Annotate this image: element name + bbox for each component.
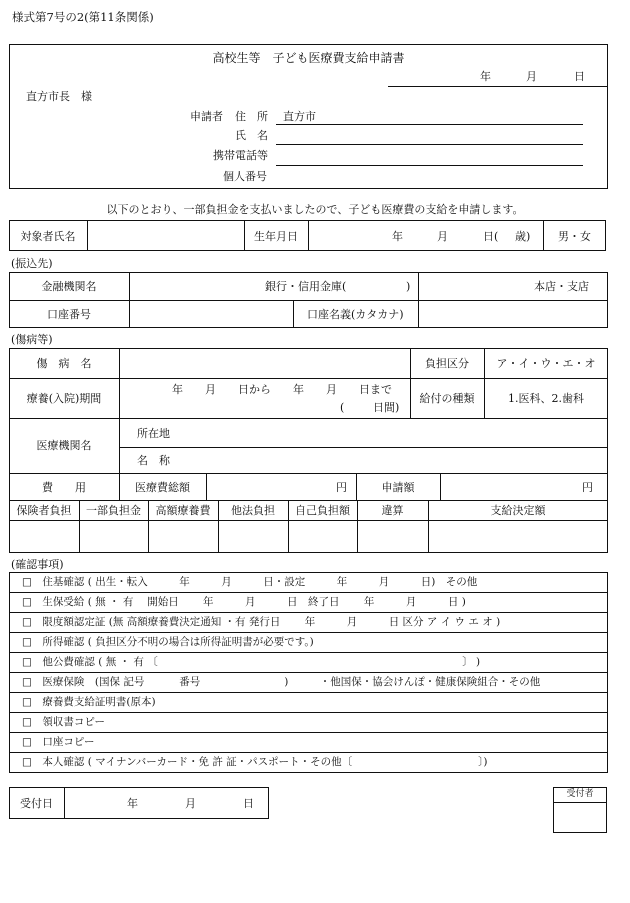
subject-name-label: 対象者氏名 — [20, 230, 76, 243]
yen-request: 円 — [582, 481, 593, 494]
location-label: 所在地 — [137, 427, 170, 440]
col-other-law: 他法負担 — [231, 504, 275, 517]
col-discrepancy: 違算 — [381, 504, 404, 517]
confirm-income[interactable]: □ 所得確認 ( 負担区分不明の場合は所得証明書が必要です。) — [22, 636, 314, 648]
name-label: 氏 名 — [235, 129, 268, 142]
confirm-other-public[interactable]: □ 他公費確認 ( 無 ・ 有 〔 〕 ) — [22, 656, 481, 668]
facility-name-label: 名 称 — [137, 454, 170, 467]
period-days-open: ( — [340, 401, 345, 414]
account-number-field[interactable] — [130, 301, 293, 328]
name-field[interactable] — [276, 144, 583, 145]
bank-institution-label: 金融機関名 — [41, 280, 97, 293]
date-year: 年 — [480, 70, 491, 83]
branch-select[interactable]: 本店・支店 — [534, 280, 589, 293]
receipt-year: 年 — [127, 797, 138, 810]
birth-label: 生年月日 — [254, 230, 298, 243]
col-decision: 支給決定額 — [490, 504, 546, 517]
birth-month: 月 — [437, 230, 448, 243]
period-label: 療養(入院)期間 — [26, 392, 102, 405]
applicant-label: 申請者 — [190, 110, 223, 123]
col-copay: 一部負担金 — [86, 504, 141, 517]
receipt-day: 日 — [243, 797, 254, 810]
col-self-pay: 自己負担額 — [295, 504, 350, 517]
illness-section-label: (傷病等) — [11, 333, 53, 346]
address-value[interactable]: 直方市 — [283, 110, 316, 123]
account-name-label: 口座名義(カタカナ) — [307, 308, 404, 321]
id-label: 個人番号 — [223, 170, 267, 183]
birth-year: 年 — [392, 230, 403, 243]
request-amount-label: 申請額 — [381, 481, 415, 494]
phone-field[interactable] — [276, 165, 583, 166]
period-dates[interactable]: 年 月 日から 年 月 日まで — [172, 383, 392, 396]
receiver-stamp-field[interactable] — [554, 803, 606, 832]
receipt-date-label: 受付日 — [20, 797, 53, 810]
confirm-welfare[interactable]: □ 生保受給 ( 無 ・ 有 開始日 年 月 日 終了日 年 月 日 ) — [22, 596, 466, 608]
sex-select[interactable]: 男・女 — [558, 230, 591, 243]
date-underline — [388, 86, 607, 87]
confirm-limit-cert[interactable]: □ 限度額認定証 (無 高額療養費決定通知 ・有 発行日 年 月 日 区分 ア イ ウ エ オ ) — [22, 616, 501, 628]
receipt-month: 月 — [185, 797, 196, 810]
address-underline — [276, 124, 583, 125]
statement: 以下のとおり、一部負担金を支払いましたので、子ども医療費の支給を申請します。 — [106, 203, 524, 216]
subject-name-field[interactable] — [88, 221, 244, 250]
confirm-section-label: (確認事項) — [11, 558, 64, 571]
disease-field[interactable] — [120, 349, 410, 378]
col-insurer: 保険者負担 — [16, 504, 72, 517]
disease-label: 傷 病 名 — [36, 357, 92, 370]
confirm-resident[interactable]: □ 住基確認 ( 出生・転入 年 月 日・設定 年 月 日) その他 — [22, 576, 478, 588]
benefit-type-label: 給付の種類 — [419, 392, 475, 405]
col-high-cost: 高額療養費 — [155, 504, 211, 517]
cost-label: 費 用 — [42, 481, 86, 494]
confirm-receipt-copy[interactable]: □ 領収書コピー — [22, 716, 106, 728]
period-days: 日間) — [373, 401, 400, 414]
benefit-type-select[interactable]: 1.医科、2.歯科 — [508, 392, 584, 405]
total-cost-label: 医療費総額 — [135, 481, 190, 494]
date-month: 月 — [526, 70, 537, 83]
confirm-treatment-cert[interactable]: □ 療養費支給証明書(原本) — [22, 696, 156, 708]
bank-type-close: ) — [406, 280, 411, 293]
date-day: 日 — [574, 70, 585, 83]
address-label: 住 所 — [235, 110, 268, 123]
bank-type: 銀行・信用金庫( — [265, 280, 347, 293]
form-number: 様式第7号の2(第11条関係) — [12, 10, 154, 24]
yen-total: 円 — [336, 481, 347, 494]
addressee: 直方市長 様 — [26, 90, 92, 103]
confirm-identity[interactable]: □ 本人確認 ( マイナンバーカード・免 許 証・パスポート・その他〔 〕) — [22, 756, 488, 768]
receiver-label: 受付者 — [566, 789, 594, 799]
account-number-label: 口座番号 — [47, 308, 91, 321]
confirm-account-copy[interactable]: □ 口座コピー — [22, 736, 95, 748]
phone-label: 携帯電話等 — [213, 149, 268, 162]
confirm-insurance[interactable]: □ 医療保険 (国保 記号 番号 ) ・他国保・協会けんぽ・健康保険組合・その他 — [22, 676, 541, 688]
bank-section-label: (振込先) — [11, 257, 53, 270]
birth-age: 歳) — [515, 230, 531, 243]
birth-day: 日( — [483, 230, 499, 243]
form-title: 高校生等 子ども医療費支給申請書 — [212, 51, 405, 65]
account-name-field[interactable] — [419, 301, 607, 328]
burden-label: 負担区分 — [425, 357, 469, 370]
burden-select[interactable]: ア・イ・ウ・エ・オ — [496, 357, 596, 370]
medical-institution-label: 医療機関名 — [36, 439, 92, 452]
